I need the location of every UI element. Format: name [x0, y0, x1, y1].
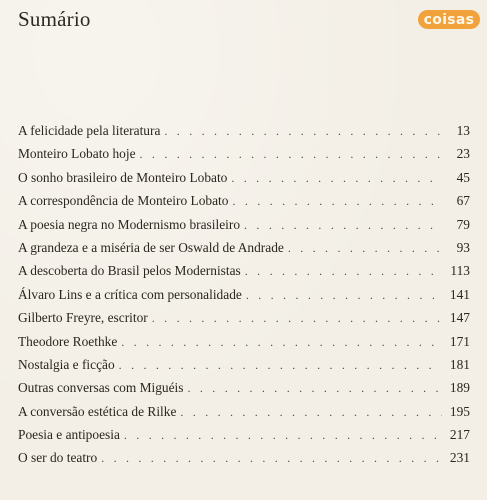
- toc-entry-page: 171: [449, 333, 470, 349]
- toc-entry-title: Monteiro Lobato hoje: [18, 146, 136, 162]
- toc-entry-title: Theodore Roethke: [18, 333, 118, 349]
- toc-entry-title: A correspondência de Monteiro Lobato: [18, 193, 229, 209]
- toc-entry-page: 231: [449, 450, 470, 466]
- toc-entry-page: 13: [456, 123, 470, 138]
- toc-entry-title: A grandeza e a miséria de ser Oswald de Andrade: [18, 239, 284, 255]
- toc-entry: [18, 142, 470, 165]
- dot-leader: [140, 143, 442, 166]
- dot-leader: [152, 307, 442, 330]
- dot-leader: [124, 424, 442, 447]
- page-title: Sumário: [18, 7, 91, 31]
- toc-entry: [18, 306, 470, 329]
- toc-entry: [18, 330, 470, 353]
- dot-leader: [246, 284, 442, 307]
- toc-entry-page: 217: [449, 427, 470, 443]
- dot-leader: [119, 354, 442, 377]
- toc-entry: [18, 376, 470, 399]
- dot-leader: [180, 401, 442, 424]
- toc-entry-title: A felicidade pela literatura: [18, 123, 161, 138]
- toc-entry-page: 147: [449, 310, 470, 326]
- toc-entry-page: 79: [456, 216, 470, 232]
- toc-entry: [18, 446, 470, 469]
- dot-leader: [121, 331, 442, 354]
- dot-leader: [244, 214, 442, 237]
- toc-entry-page: 67: [456, 193, 470, 209]
- toc-entry-page: 93: [456, 239, 470, 255]
- coisas-logo: [418, 10, 480, 29]
- toc-entry-title: A poesia negra no Modernismo brasileiro: [18, 216, 241, 232]
- toc-entry: [18, 423, 470, 446]
- toc-entry-page: 45: [456, 169, 470, 185]
- toc-entry: [18, 283, 470, 306]
- dot-leader: [101, 447, 442, 470]
- toc-entry-title: Outras conversas com Miguéis: [18, 380, 184, 396]
- table-of-contents: [18, 119, 470, 470]
- toc-entry-title: O sonho brasileiro de Monteiro Lobato: [18, 169, 228, 185]
- toc-entry-page: 181: [449, 356, 470, 372]
- dot-leader: [288, 237, 442, 260]
- dot-leader: [245, 260, 442, 283]
- toc-entry: [18, 119, 470, 142]
- toc-entry-page: 189: [449, 380, 470, 396]
- toc-entry-page: 23: [456, 146, 470, 162]
- dot-leader: [188, 377, 443, 400]
- dot-leader: [231, 167, 442, 190]
- toc-entry-title: Poesia e antipoesia: [18, 427, 120, 443]
- dot-leader: [164, 120, 442, 143]
- toc-entry-title: A conversão estética de Rilke: [18, 403, 177, 419]
- toc-entry-title: Nostalgia e ficção: [18, 356, 115, 372]
- toc-entry: [18, 400, 470, 423]
- toc-entry: [18, 166, 470, 189]
- toc-entry-page: 141: [449, 286, 470, 302]
- toc-entry: [18, 259, 470, 282]
- toc-entry-title: A descoberta do Brasil pelos Modernistas: [18, 263, 241, 279]
- toc-entry: [18, 189, 470, 212]
- toc-entry-title: Gilberto Freyre, escritor: [18, 310, 148, 326]
- logo-text: coisas: [423, 11, 475, 28]
- toc-entry-title: O ser do teatro: [18, 450, 98, 466]
- toc-entry-page: 195: [449, 403, 470, 419]
- toc-entry: [18, 213, 470, 236]
- dot-leader: [232, 190, 442, 213]
- toc-entry: [18, 236, 470, 259]
- toc-entry-title: Álvaro Lins e a crítica com personalidade: [18, 286, 242, 302]
- toc-entry-page: 113: [450, 263, 470, 279]
- toc-entry: [18, 353, 470, 376]
